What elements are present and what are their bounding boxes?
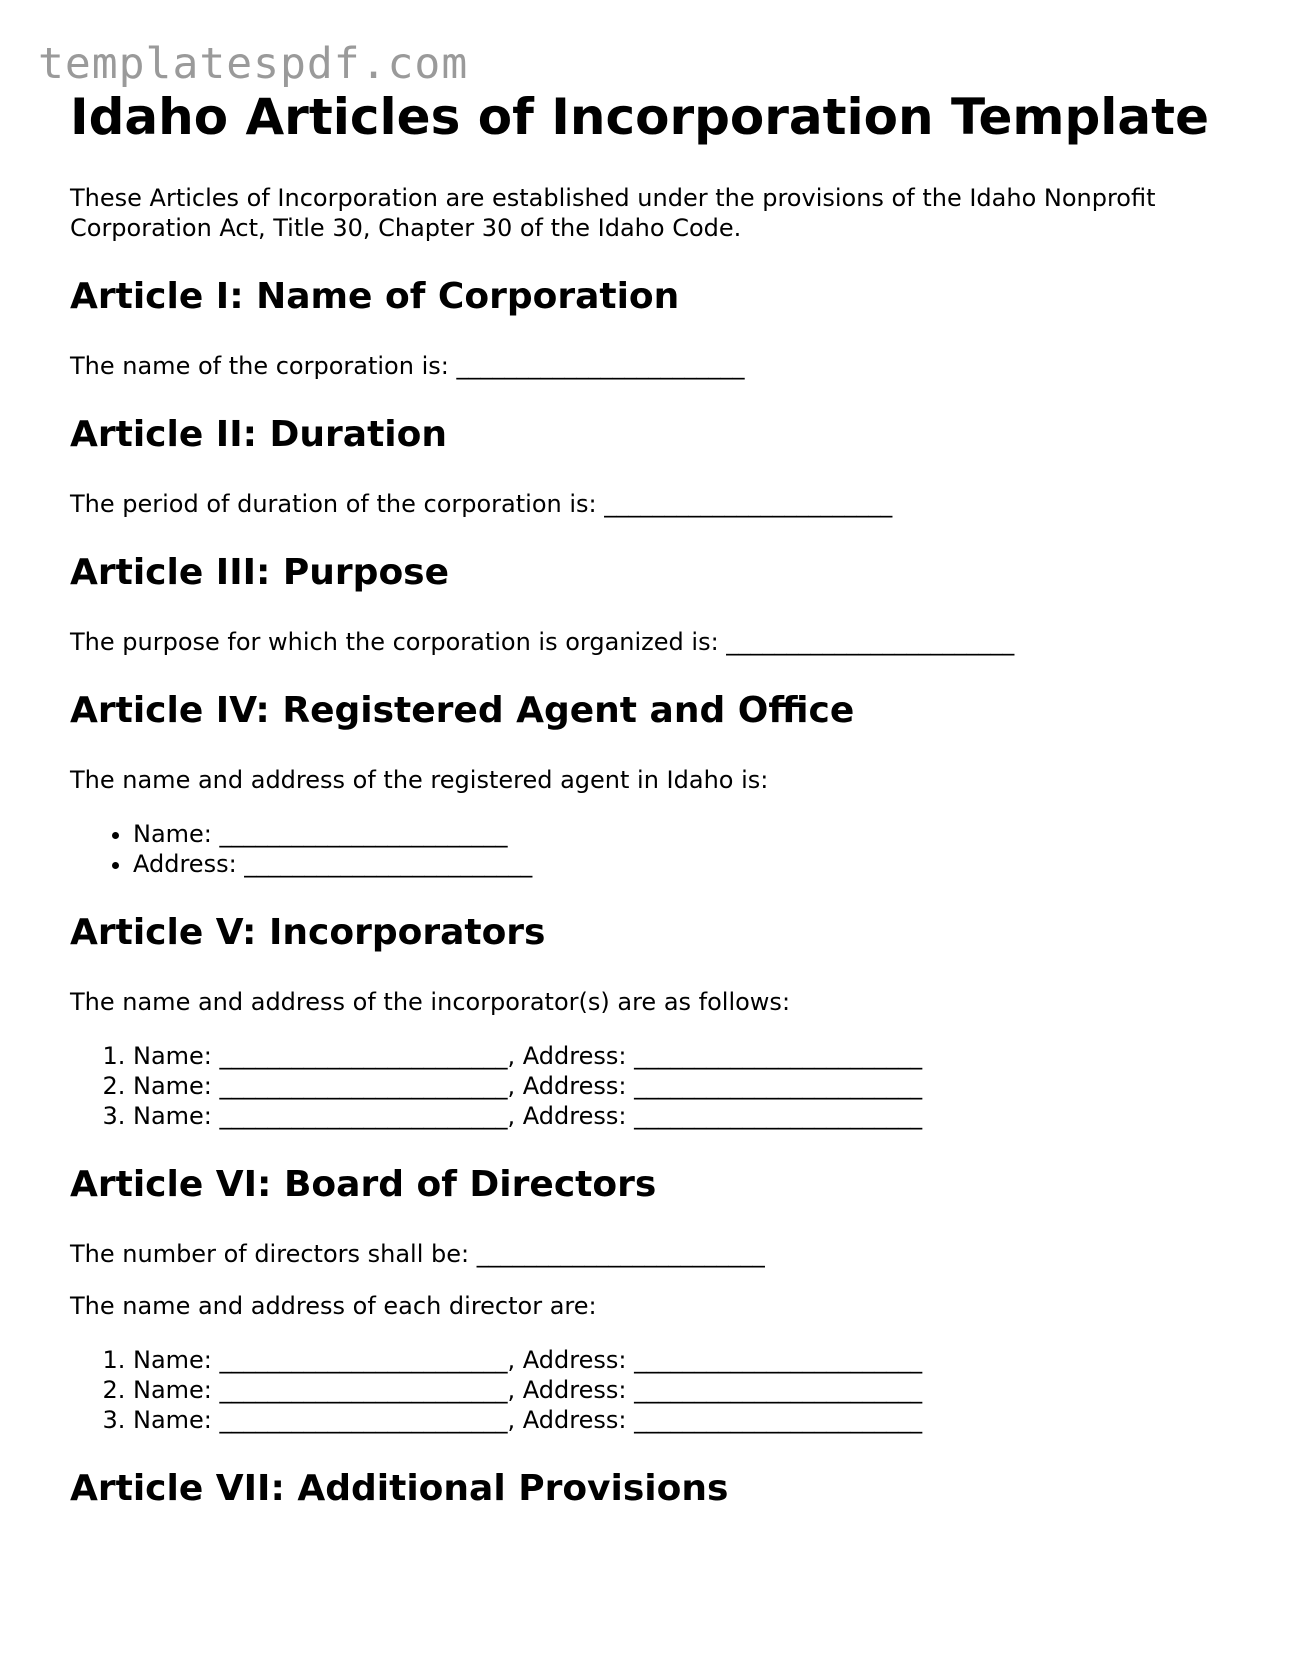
incorporators-line: The name and address of the incorporator(s) are as follows: (70, 988, 791, 1016)
registered-agent-list (70, 819, 1250, 879)
document-body (70, 88, 1250, 1511)
article-heading: Article II: Duration (70, 414, 447, 455)
article-6 (70, 1163, 1250, 1435)
incorporators-list (70, 1041, 1250, 1131)
watermark: templatespdf.com (38, 39, 469, 89)
article-heading: Article I: Name of Corporation (70, 276, 680, 317)
purpose-line: The purpose for which the corporation is organized is: ________________________ (70, 628, 1015, 656)
list-item: • Name: ________________________ (133, 819, 1250, 849)
list-item: 3. Name: ________________________, Address: ________________________ (133, 1101, 1250, 1131)
intro-paragraph: These Articles of Incorporation are established under the provisions of the Idaho Nonprofit Corporation Act, Title 30, Chapter 30 of the Idaho Code. (70, 184, 1156, 242)
directors-count-line: The number of directors shall be: ________________________ (70, 1240, 765, 1268)
list-item: 1. Name: ________________________, Address: ________________________ (133, 1041, 1250, 1071)
article-heading: Article VII: Additional Provisions (70, 1468, 729, 1509)
page-title: Idaho Articles of Incorporation Template (70, 88, 1209, 146)
directors-list-intro: The name and address of each director are: (70, 1292, 597, 1320)
article-4 (70, 689, 1250, 879)
duration-line: The period of duration of the corporation is: ________________________ (70, 490, 893, 518)
registered-agent-line: The name and address of the registered agent in Idaho is: (70, 766, 769, 794)
article-2 (70, 413, 1250, 519)
article-heading: Article VI: Board of Directors (70, 1164, 657, 1205)
list-item: 1. Name: ________________________, Address: ________________________ (133, 1345, 1250, 1375)
list-item: • Address: ________________________ (133, 849, 1250, 879)
article-heading: Article V: Incorporators (70, 912, 546, 953)
article-heading: Article III: Purpose (70, 552, 450, 593)
article-3 (70, 551, 1250, 657)
article-heading: Article IV: Registered Agent and Office (70, 690, 855, 731)
corporation-name-line: The name of the corporation is: ________________________ (70, 352, 745, 380)
article-5 (70, 911, 1250, 1131)
directors-list (70, 1345, 1250, 1435)
article-7 (70, 1467, 1250, 1511)
list-item: 3. Name: ________________________, Address: ________________________ (133, 1405, 1250, 1435)
article-1 (70, 275, 1250, 381)
list-item: 2. Name: ________________________, Address: ________________________ (133, 1375, 1250, 1405)
list-item: 2. Name: ________________________, Address: ________________________ (133, 1071, 1250, 1101)
